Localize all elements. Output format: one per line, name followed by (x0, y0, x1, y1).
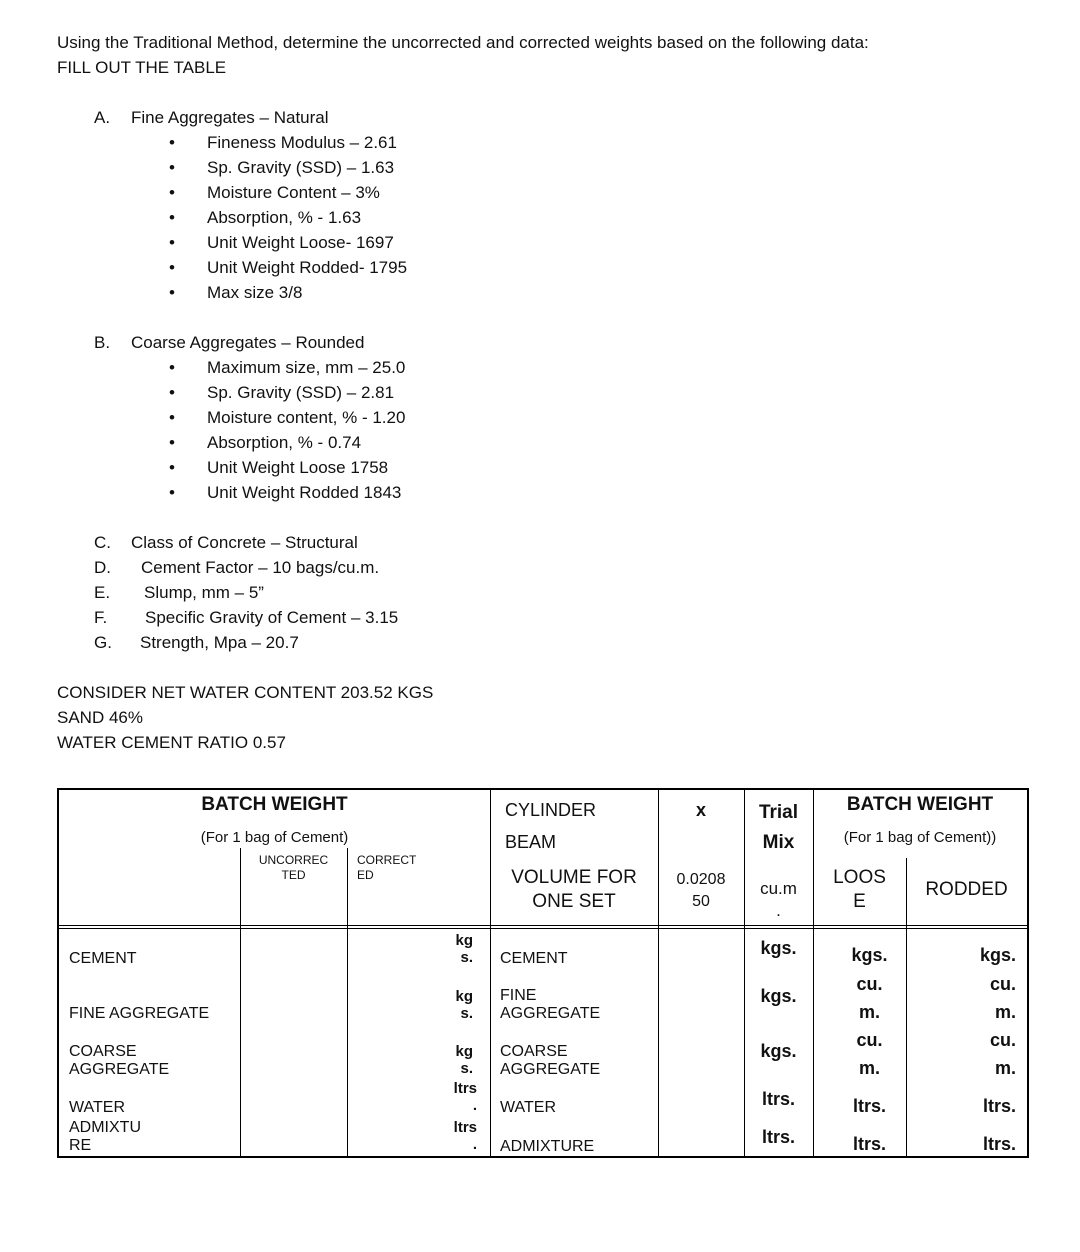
parameter-item (94, 630, 1037, 655)
section-letter: B. (94, 333, 111, 352)
section-title: Coarse Aggregates – Rounded (131, 333, 365, 352)
corrected-header-line: ED (357, 868, 374, 882)
bullet-icon: • (169, 383, 175, 402)
multiply-x-label: x (695, 800, 706, 820)
rodded-unit: m. (994, 1058, 1016, 1078)
row-label-cement-right: CEMENT (500, 950, 568, 967)
item-text: Cement Factor – 10 bags/cu.m. (141, 558, 380, 577)
volume-label-line: ONE SET (532, 891, 616, 912)
unit-line: s. (460, 1005, 473, 1022)
list-item-text: Sp. Gravity (SSD) – 1.63 (207, 158, 395, 177)
parameter-item (94, 580, 1037, 605)
uncorrected-header-line: TED (281, 868, 306, 882)
unit-line: kg (455, 1043, 473, 1060)
list-item (169, 180, 1037, 205)
unit-label (439, 1119, 477, 1153)
row-label-cement: CEMENT (69, 950, 137, 967)
row-label-line: RE (69, 1137, 92, 1154)
row-label-water: WATER (69, 1099, 125, 1116)
concrete-parameters (57, 530, 1037, 655)
list-item (169, 405, 1037, 430)
uncorrected-header-line: UNCORREC (258, 853, 329, 867)
bullet-icon: • (169, 408, 175, 427)
unit-label (439, 1043, 473, 1077)
section-coarse-aggregates (57, 330, 1037, 505)
fill-table-instruction: FILL OUT THE TABLE (57, 58, 227, 77)
volume-value (658, 869, 744, 913)
list-item (169, 205, 1037, 230)
unit-line: kg (455, 932, 473, 949)
notes (57, 680, 1037, 755)
table-header-rule (59, 928, 1027, 929)
trial-unit: kgs. (760, 938, 797, 958)
item-text: Slump, mm – 5” (144, 583, 264, 602)
unit-label (439, 988, 473, 1022)
unit-line: s. (460, 1060, 473, 1077)
cu-m-unit (744, 878, 813, 922)
list-item-text: Unit Weight Rodded 1843 (207, 483, 402, 502)
parameter-item (94, 605, 1037, 630)
cu-m-line: cu.m (760, 879, 797, 898)
bullet-icon: • (169, 283, 175, 302)
rodded-unit: kgs. (979, 945, 1016, 965)
unit-line: . (472, 1097, 477, 1114)
trial-mix-header (744, 798, 813, 858)
rodded-unit: ltrs. (982, 1096, 1016, 1116)
item-letter: D. (94, 558, 111, 577)
list-item-text: Unit Weight Loose- 1697 (207, 233, 394, 252)
row-label-line: AGGREGATE (500, 1005, 601, 1022)
unit-line: kg (455, 988, 473, 1005)
bullet-icon: • (169, 158, 175, 177)
table-divider (240, 848, 241, 1156)
right-batch-weight-title: BATCH WEIGHT (846, 794, 994, 815)
list-item-text: Absorption, % - 0.74 (207, 433, 362, 452)
unit-line: ltrs (453, 1080, 477, 1097)
list-item (169, 380, 1037, 405)
unit-label (439, 932, 473, 966)
note-sand: SAND 46% (57, 708, 143, 727)
row-label-line: ADMIXTU (69, 1119, 141, 1136)
list-item-text: Moisture content, % - 1.20 (207, 408, 406, 427)
volume-value-line: 50 (692, 893, 710, 910)
list-item-text: Maximum size, mm – 25.0 (207, 358, 406, 377)
list-item (169, 430, 1037, 455)
bullet-icon: • (169, 233, 175, 252)
row-label-admixture-right: ADMIXTURE (500, 1138, 595, 1155)
loose-unit: ltrs. (852, 1134, 886, 1154)
list-item (169, 130, 1037, 155)
cu-m-line: . (776, 901, 781, 920)
row-label-water-right: WATER (500, 1099, 556, 1116)
bullet-icon: • (169, 458, 175, 477)
list-item-text: Unit Weight Rodded- 1795 (207, 258, 408, 277)
row-label-fine-aggregate: FINE AGGREGATE (69, 1005, 210, 1022)
intro (57, 30, 1037, 80)
right-batch-weight-subtitle: (For 1 bag of Cement)) (843, 829, 997, 846)
coarse-aggregates-list (57, 355, 1037, 505)
item-text: Class of Concrete – Structural (131, 533, 358, 552)
left-batch-weight-title: BATCH WEIGHT (201, 794, 348, 815)
loose-unit: cu. (856, 974, 883, 994)
list-item-text: Unit Weight Loose 1758 (207, 458, 389, 477)
corrected-header (357, 853, 416, 883)
parameter-item (94, 555, 1037, 580)
bullet-icon: • (169, 483, 175, 502)
item-text: Strength, Mpa – 20.7 (140, 633, 299, 652)
row-label-admixture (69, 1119, 141, 1155)
bullet-icon: • (169, 208, 175, 227)
item-text: Specific Gravity of Cement – 3.15 (145, 608, 399, 627)
section-letter: A. (94, 108, 111, 127)
uncorrected-header (240, 853, 347, 883)
row-label-line: COARSE (69, 1043, 137, 1060)
bullet-icon: • (169, 258, 175, 277)
loose-unit: ltrs. (852, 1096, 886, 1116)
list-item (169, 255, 1037, 280)
item-letter: F. (94, 608, 108, 627)
problem-document (57, 30, 1037, 755)
row-label-coarse-aggregate-right (500, 1043, 600, 1079)
row-label-line: AGGREGATE (500, 1061, 601, 1078)
row-label-line: FINE (500, 987, 537, 1004)
mix-label: Mix (762, 832, 795, 853)
unit-line: ltrs (453, 1119, 477, 1136)
volume-value-line: 0.0208 (676, 871, 726, 888)
bullet-icon: • (169, 183, 175, 202)
unit-label (439, 1080, 477, 1114)
item-letter: G. (94, 633, 112, 652)
item-letter: E. (94, 583, 111, 602)
batch-weight-table (57, 788, 1029, 1158)
trial-label: Trial (758, 802, 799, 823)
list-item-text: Fineness Modulus – 2.61 (207, 133, 397, 152)
list-item (169, 230, 1037, 255)
row-label-line: COARSE (500, 1043, 568, 1060)
left-batch-weight-subtitle: (For 1 bag of Cement) (200, 829, 349, 846)
table-divider (490, 790, 491, 1156)
loose-unit: m. (858, 1058, 880, 1078)
table-divider (658, 790, 659, 1156)
item-letter: C. (94, 533, 111, 552)
list-item (169, 155, 1037, 180)
unit-line: s. (460, 949, 473, 966)
trial-unit: kgs. (760, 986, 797, 1006)
trial-unit: ltrs. (761, 1127, 795, 1147)
instruction-text: Using the Traditional Method, determine the uncorrected and corrected weights based on the following data: (57, 33, 869, 52)
trial-unit: kgs. (760, 1041, 797, 1061)
list-item-text: Moisture Content – 3% (207, 183, 380, 202)
list-item-text: Sp. Gravity (SSD) – 2.81 (207, 383, 395, 402)
note-net-water: CONSIDER NET WATER CONTENT 203.52 KGS (57, 683, 434, 702)
row-label-fine-aggregate-right (500, 987, 600, 1023)
rodded-unit: cu. (989, 1030, 1016, 1050)
loose-header (813, 866, 906, 914)
loose-unit: cu. (856, 1030, 883, 1050)
volume-label-line: VOLUME FOR (511, 867, 637, 888)
bullet-icon: • (169, 433, 175, 452)
fine-aggregates-list (57, 130, 1037, 305)
rodded-unit: cu. (989, 974, 1016, 994)
list-item (169, 280, 1037, 305)
loose-unit: m. (858, 1002, 880, 1022)
loose-header-line: LOOS (833, 867, 886, 888)
bullet-icon: • (169, 133, 175, 152)
list-item-text: Absorption, % - 1.63 (207, 208, 362, 227)
row-label-coarse-aggregate (69, 1043, 169, 1079)
unit-line: . (472, 1136, 477, 1153)
list-item (169, 480, 1037, 505)
table-header-rule (59, 925, 1027, 926)
cylinder-label: CYLINDER (505, 800, 597, 820)
rodded-header: RODDED (925, 879, 1008, 900)
list-item (169, 355, 1037, 380)
list-item (169, 455, 1037, 480)
row-label-line: AGGREGATE (69, 1061, 170, 1078)
note-water-cement-ratio: WATER CEMENT RATIO 0.57 (57, 733, 286, 752)
loose-unit: kgs. (851, 945, 888, 965)
volume-for-one-set-label (490, 866, 658, 914)
trial-unit: ltrs. (761, 1089, 795, 1109)
table-divider (347, 848, 348, 1156)
rodded-unit: ltrs. (982, 1134, 1016, 1154)
beam-label: BEAM (505, 832, 557, 852)
rodded-unit: m. (994, 1002, 1016, 1022)
section-title: Fine Aggregates – Natural (131, 108, 329, 127)
bullet-icon: • (169, 358, 175, 377)
parameter-item (94, 530, 1037, 555)
section-fine-aggregates (57, 105, 1037, 305)
corrected-header-line: CORRECT (357, 853, 417, 867)
list-item-text: Max size 3/8 (207, 283, 303, 302)
loose-header-line: E (853, 891, 866, 912)
